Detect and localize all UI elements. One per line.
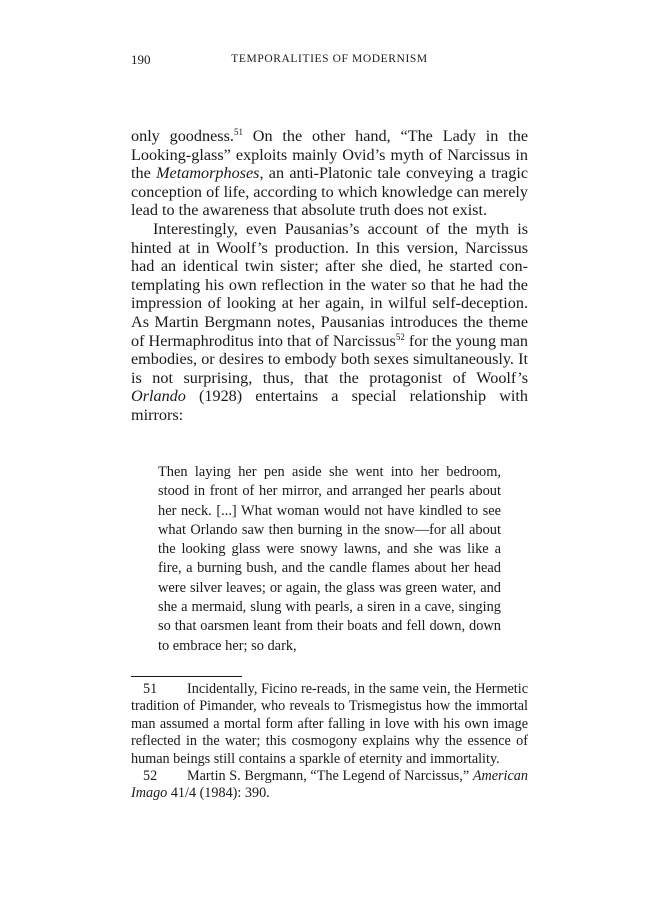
footnote-ref-52: 52 <box>395 331 405 342</box>
footnote-ref-51: 51 <box>233 127 243 137</box>
paragraph-text: On the other hand, “The Lady in the Looking-glass” exploits mainly Ovid’s myth of Narcissus in the <box>131 127 529 183</box>
block-quote-text: Then laying her pen aside she went into her bedroom, stood in front of her mirror, and arranged her pearls about her neck. [...] What woman would not have kindled to see what Orlando saw then burning in the snow—for all about the looking glass were snowy lawns, and she was like a fire, a burning bush, and the candle flames about her head were silver leaves; or again, the glass was green water, and she a mermaid, slung with pearls, a siren in a cave, singing so that oarsmen leant from their boats and fell down, down to embrace her; so dark, <box>158 464 501 654</box>
footnote-citation: 41/4 (1984): 390. <box>167 785 270 802</box>
title-orlando: Orlando <box>131 387 186 406</box>
footnote-text: Martin S. Bergmann, “The Legend of Narcissus,” <box>187 768 470 785</box>
footnote-separator <box>131 676 242 677</box>
footnotes <box>131 681 528 803</box>
paragraph-text: for the young man embodies, or desires to embody both sexes simultaneously. It is not surprising, thus, that the protagonist of Woolf’s <box>131 331 528 387</box>
running-header <box>131 52 528 70</box>
paragraph-1 <box>131 127 528 220</box>
footnote-52 <box>131 768 528 803</box>
paragraph-2 <box>131 220 528 425</box>
paragraph-text: (1928) entertains a special relationship with mirrors: <box>131 387 528 424</box>
footnote-number: 51 <box>143 681 158 697</box>
title-metamorphoses: Metamorphoses <box>156 164 260 183</box>
block-quote <box>158 463 501 656</box>
journal-title: American Imago <box>131 768 528 802</box>
paragraph-text: , an anti-Platonic tale conveying a tragic conception of life, according to which knowledge can merely lead to the awareness that absolute truth does not exist. <box>131 164 529 220</box>
paragraph-text: only goodness. <box>131 127 234 145</box>
footnote-51 <box>131 681 528 768</box>
running-title: TEMPORALITIES OF MODERNISM <box>231 53 428 65</box>
footnote-number: 52 <box>143 768 158 785</box>
page-number: 190 <box>131 52 151 67</box>
main-text <box>131 127 528 425</box>
paragraph-text: Interestingly, even Pausanias’s account of the myth is hinted at in Woolf’s production. In this version, Narcissus had an identical twin sister; after she died, he started contemplating his own reflection in the water so that he had the impression of looking at her again, in wilful self-deception. As Martin Bergmann notes, Pausanias introduces the theme of Hermaphroditus into that of Narcissus <box>131 219 528 350</box>
footnote-text: Incidentally, Ficino re-reads, in the same vein, the Hermetic tradition of Pimander, who reveals to Trismegistus how the immortal man assumed a mortal form after falling in love with his own image reflected in the water; this cosmogony explains why the essence of human beings still contains a sparkle of eternity and immortality. <box>131 681 528 767</box>
